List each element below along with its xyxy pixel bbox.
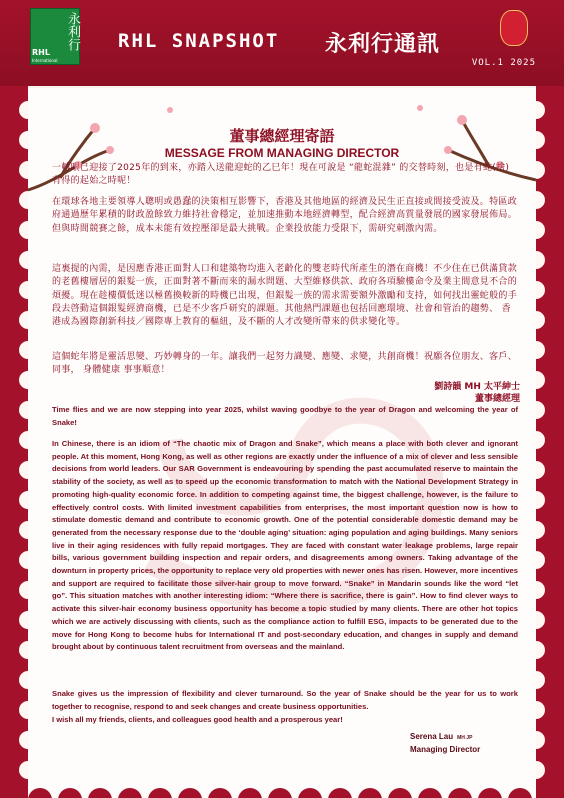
heading-cn: 董事總經理寄語 [229,127,335,145]
heading-en: MESSAGE FROM MANAGING DIRECTOR [164,146,400,160]
signature-en-title: Managing Director [410,745,481,754]
newsletter-title-cn: 永利行通訊 [325,31,441,57]
en-paragraph-3: Snake gives us the impression of flexibility and clever turnaround. So the year of Snake should be the year for us to work together to recognise, respond to and seek changes and create business opportunities. [52,689,518,711]
signature-en-name-text: Serena Lau [410,732,454,741]
en-paragraph-2: In Chinese, there is an idiom of “The chaotic mix of Dragon and Snake”, which means a place with both clever and ignorant people. At this moment, Hong Kong, as well as other regions are exactly under the influence of a mix of clever and less sensible decisions from world leaders. Our SAR Government is endeavouring by spending the past accumulated reserve to maintain the stability of the society, as well as to speed up the economic transformation to match with the National Development Strategy in promoting high-quality economic force. In addition to competing against time, the biggest challenge, however, is the failure to effectively control costs. With limited investment capabilities from enterprises, the most important question now is how to stimulate domestic demand and contribute to economic growth. One of the potential considerable domestic demand may be generated from the necessary response due to the ‘double aging’ situation: aging population and aging buildings. Many seniors live in their aging residences with fully repaid mortgages. They are faced with constant water leakage problems, large repair bills, various government building inspection and repair orders, and disagreements among owners. Taking advantage of the downturn in property prices, the opportunity to replace very old properties with newer ones has risen. However, more incentives and support are required to facilitate those silver-hair group to move forward. “Snake” in Mandarin sounds like the word “let go”. This situation matches with another interesting idiom: “Where there is sacrifice, there is gain”. How to find clever ways to activate this silver-hair economy business opportunity has become a topic studied by many clients. There are other hot topics which we are actively discussing with clients, such as the compliance action to fulfill ESG, impacts to be generated due to the move for Hong Kong to become hubs for International IT and post-secondary education, and changes in supply and demand brought about by continuous talent recruitment from overseas and the mainland. [52,439,518,652]
company-logo [30,8,80,65]
header-banner [0,0,564,86]
logo-text: RHL [32,48,50,57]
cn-paragraph-1: 一轉眼已迎接了2025年的到來，亦踏入送龍迎蛇的乙巳年！現在可說是 “龍蛇混雜” 的交替時刻，也是有蛇(捨)有得的起始之時呢！ [52,163,510,187]
cn-paragraph-4: 這個蛇年將是靈活思變、巧妙轉身的一年。讓我們一起努力識變、應變、求變，共創商機！祝願各位朋友、客戶、同事， 身體健康 事事順意！ [52,352,518,376]
en-paragraph-1: Time flies and we are now stepping into year 2025, whilst waving goodbye to the year of Dragon and welcoming the year of Snake! [52,405,518,427]
lantern-icon [500,10,528,46]
newsletter-title: RHL SNAPSHOT [118,30,280,52]
logo-subtext: International [32,58,58,63]
en-paragraph-4: I wish all my friends, clients, and colleagues good health and a prosperous year! [52,715,343,724]
logo-glyph: 永利行 [65,11,80,51]
volume-label: VOL.1 2025 [471,58,536,68]
bottom-scallop [28,788,532,798]
signature-en-name [410,732,472,741]
cn-paragraph-2: 在環球各地主要領導人聰明或愚蠢的決策相互影響下，香港及其他地區的經濟及民生正直接或間接受波及。特區政府通過歷年累積的財政盈餘致力維持社會穩定，並加速推動本地經濟轉型，配合經濟高質量發展的國家發展佈局。但與時間競賽之餘，成本未能有效控壓卻是最大挑戰。企業投放能力受限下，需研究刺激內需。 [52,197,518,234]
signature-cn-title: 董事總經理 [474,394,520,404]
signature-cn-name: 劉詩韻 MH 太平紳士 [434,382,520,392]
cn-paragraph-3: 這裏提的內需，是因應香港正面對人口和建築物均進入老齡化的雙老時代所產生的潛在商機！不少住在已供滿貸款的老舊樓層居的銀髮一族，正面對著不斷而來的漏水問題、大型維修供款、政府各項驗樓命令及業主間意見不合的煩擾。現在趁樓價低迷以極舊換較新的時機已出現，但銀髮一族的需求需要額外激勵和支持，如何找出靈蛇般的手段去啓動這個銀髮經濟商機，已是不少客戶研究的課題。其他熱門課題也包括回應環境、社會和管治的趨勢、 香港成為國際創新科技／國際專上教育的樞紐，及不斷的人才改變所帶來的供求變化等。 [52,264,518,328]
signature-en-suffix: MH JP [457,735,473,741]
